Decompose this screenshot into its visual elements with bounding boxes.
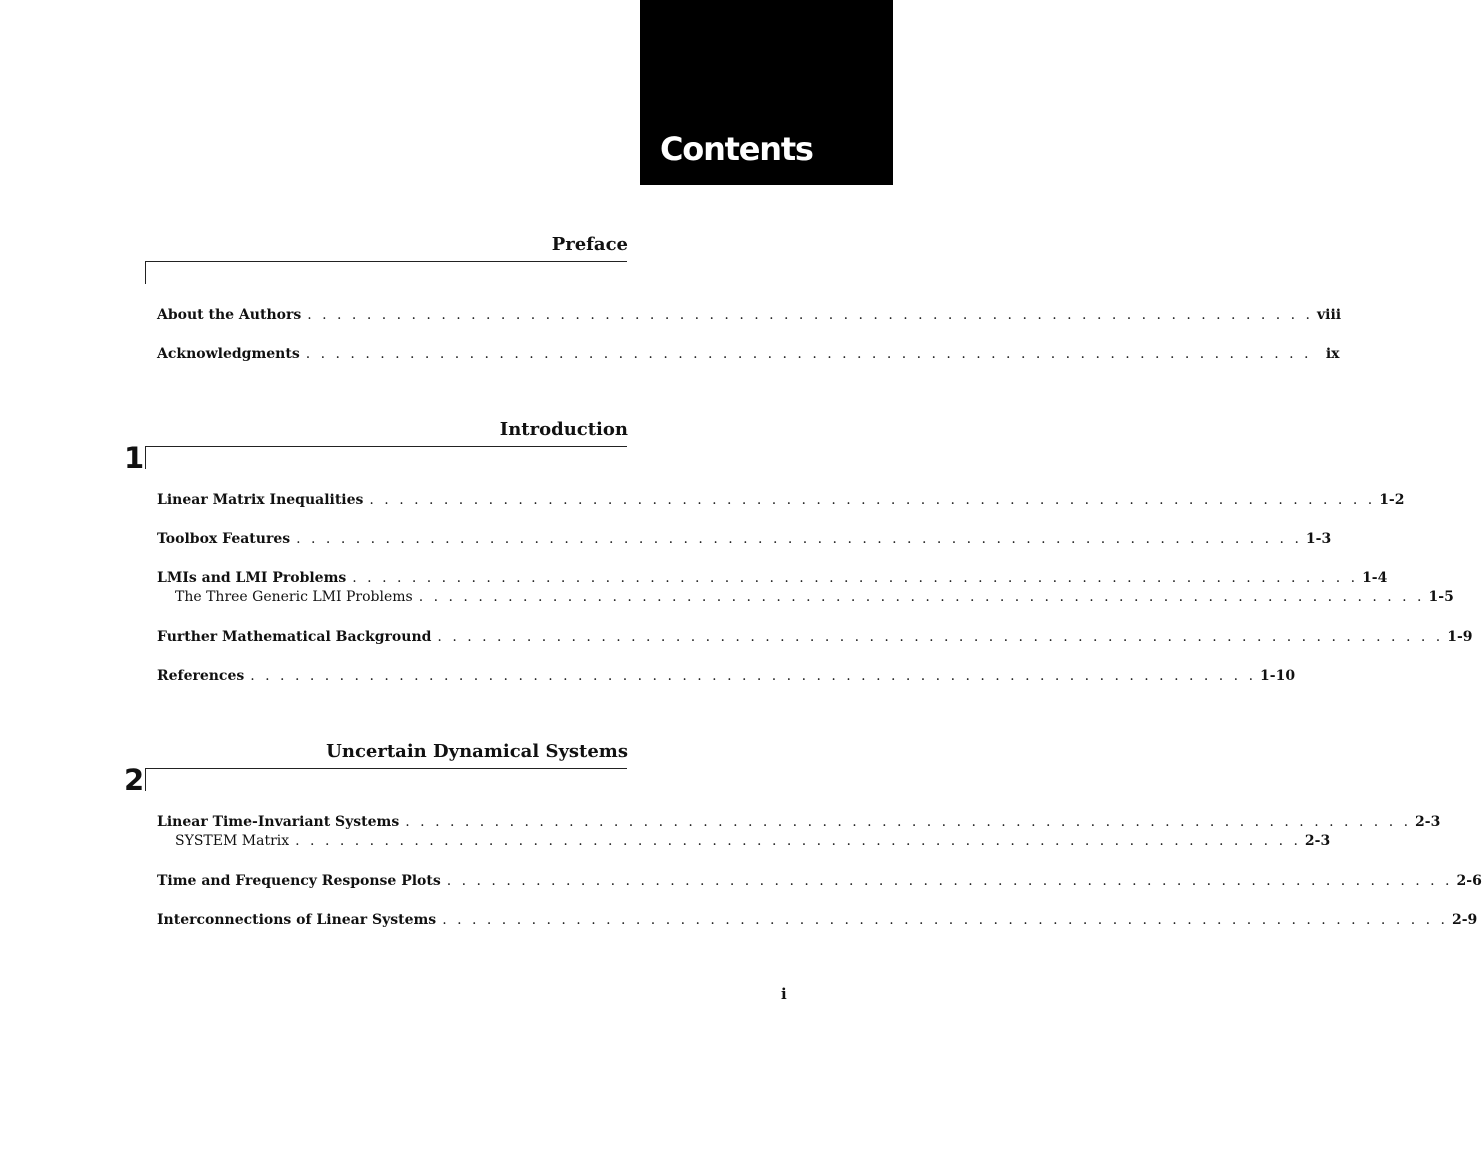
toc-leader: . . . . . . . . . . . . . . . . . . . . . . . . . . . . . . . . . . . . . . . . . . . . . . . . . . . . . . . . . . . . . . . . . . . . [437,629,1444,645]
toc-page-number: viii [1317,307,1342,323]
toc-leader: . . . . . . . . . . . . . . . . . . . . . . . . . . . . . . . . . . . . . . . . . . . . . . . . . . . . . . . . . . . . . . . . . . . . [307,307,1313,323]
chapter-number-1: 1 [124,441,144,475]
toc-entry-interconnections-of-linear-systems[interactable] [157,911,1478,929]
toc-label: About the Authors [157,307,302,323]
chapter-rule-preface [145,261,627,284]
toc-label: Linear Time-Invariant Systems [157,814,400,830]
toc-page-number: ix [1325,346,1340,362]
toc-leader: . . . . . . . . . . . . . . . . . . . . . . . . . . . . . . . . . . . . . . . . . . . . . . . . . . . . . . . . . . . . . . . . . . . . [418,589,1425,605]
toc-page-number: 2-3 [1304,833,1331,849]
toc-label: The Three Generic LMI Problems [175,589,413,605]
toc-page-number: 1-4 [1362,570,1388,586]
toc-entry-references[interactable] [157,667,1296,685]
toc-label: References [157,668,245,684]
toc-entry-time-and-frequency-response-plots[interactable] [157,872,1482,890]
toc-label: Further Mathematical Background [157,629,432,645]
toc-leader: . . . . . . . . . . . . . . . . . . . . . . . . . . . . . . . . . . . . . . . . . . . . . . . . . . . . . . . . . . . . . . . . . . . . [442,912,1448,928]
contents-banner [640,0,893,185]
toc-leader: . . . . . . . . . . . . . . . . . . . . . . . . . . . . . . . . . . . . . . . . . . . . . . . . . . . . . . . . . . . . . . . . . . . . [352,570,1359,586]
toc-leader: . . . . . . . . . . . . . . . . . . . . . . . . . . . . . . . . . . . . . . . . . . . . . . . . . . . . . . . . . . . . . . . . . . . . [369,492,1376,508]
toc-entry-three-generic-lmi-problems[interactable] [175,588,1454,606]
toc-entry-further-mathematical-background[interactable] [157,628,1473,646]
toc-page-number: 2-9 [1451,912,1478,928]
chapter-heading-uncertain-dynamical-systems: Uncertain Dynamical Systems [326,741,628,762]
chapter-rule-introduction [145,446,627,469]
page-number: i [781,985,787,1003]
toc-label: Linear Matrix Inequalities [157,492,364,508]
contents-title: Contents [660,130,813,168]
toc-leader: . . . . . . . . . . . . . . . . . . . . . . . . . . . . . . . . . . . . . . . . . . . . . . . . . . . . . . . . . . . . . . . . . . . . [250,668,1257,684]
toc-entry-acknowledgments[interactable] [157,345,1340,363]
chapter-heading-introduction: Introduction [499,419,628,440]
toc-page-number: 1-10 [1260,668,1296,684]
toc-page-number: 1-2 [1379,492,1405,508]
toc-label: SYSTEM Matrix [175,833,290,849]
toc-entry-lmis-and-lmi-problems[interactable] [157,569,1388,587]
toc-label: Interconnections of Linear Systems [157,912,437,928]
toc-page-number: 1-5 [1428,589,1454,605]
toc-entry-about-the-authors[interactable] [157,306,1342,324]
toc-page-number: 1-3 [1305,531,1332,547]
toc-label: LMIs and LMI Problems [157,570,347,586]
toc-page-number: 2-6 [1456,873,1482,889]
toc-entry-linear-time-invariant-systems[interactable] [157,813,1441,831]
toc-page-number: 2-3 [1415,814,1441,830]
chapter-number-2: 2 [124,763,144,797]
toc-page-number: 1-9 [1447,629,1473,645]
toc-label: Time and Frequency Response Plots [157,873,441,889]
toc-leader: . . . . . . . . . . . . . . . . . . . . . . . . . . . . . . . . . . . . . . . . . . . . . . . . . . . . . . . . . . . . . . . . . . . . [405,814,1412,830]
chapter-heading-preface: Preface [551,234,628,255]
toc-entry-system-matrix[interactable] [175,832,1331,850]
toc-label: Acknowledgments [157,346,300,362]
chapter-rule-uncertain-dynamical-systems [145,768,627,791]
toc-entry-toolbox-features[interactable] [157,530,1332,548]
toc-leader: . . . . . . . . . . . . . . . . . . . . . . . . . . . . . . . . . . . . . . . . . . . . . . . . . . . . . . . . . . . . . . . . . . . . [305,346,1312,362]
toc-leader: . . . . . . . . . . . . . . . . . . . . . . . . . . . . . . . . . . . . . . . . . . . . . . . . . . . . . . . . . . . . . . . . . . . . [296,531,1302,547]
toc-label: Toolbox Features [157,531,291,547]
toc-entry-linear-matrix-inequalities[interactable] [157,491,1405,509]
toc-leader: . . . . . . . . . . . . . . . . . . . . . . . . . . . . . . . . . . . . . . . . . . . . . . . . . . . . . . . . . . . . . . . . . . . . [446,873,1453,889]
toc-leader: . . . . . . . . . . . . . . . . . . . . . . . . . . . . . . . . . . . . . . . . . . . . . . . . . . . . . . . . . . . . . . . . . . . . [295,833,1301,849]
